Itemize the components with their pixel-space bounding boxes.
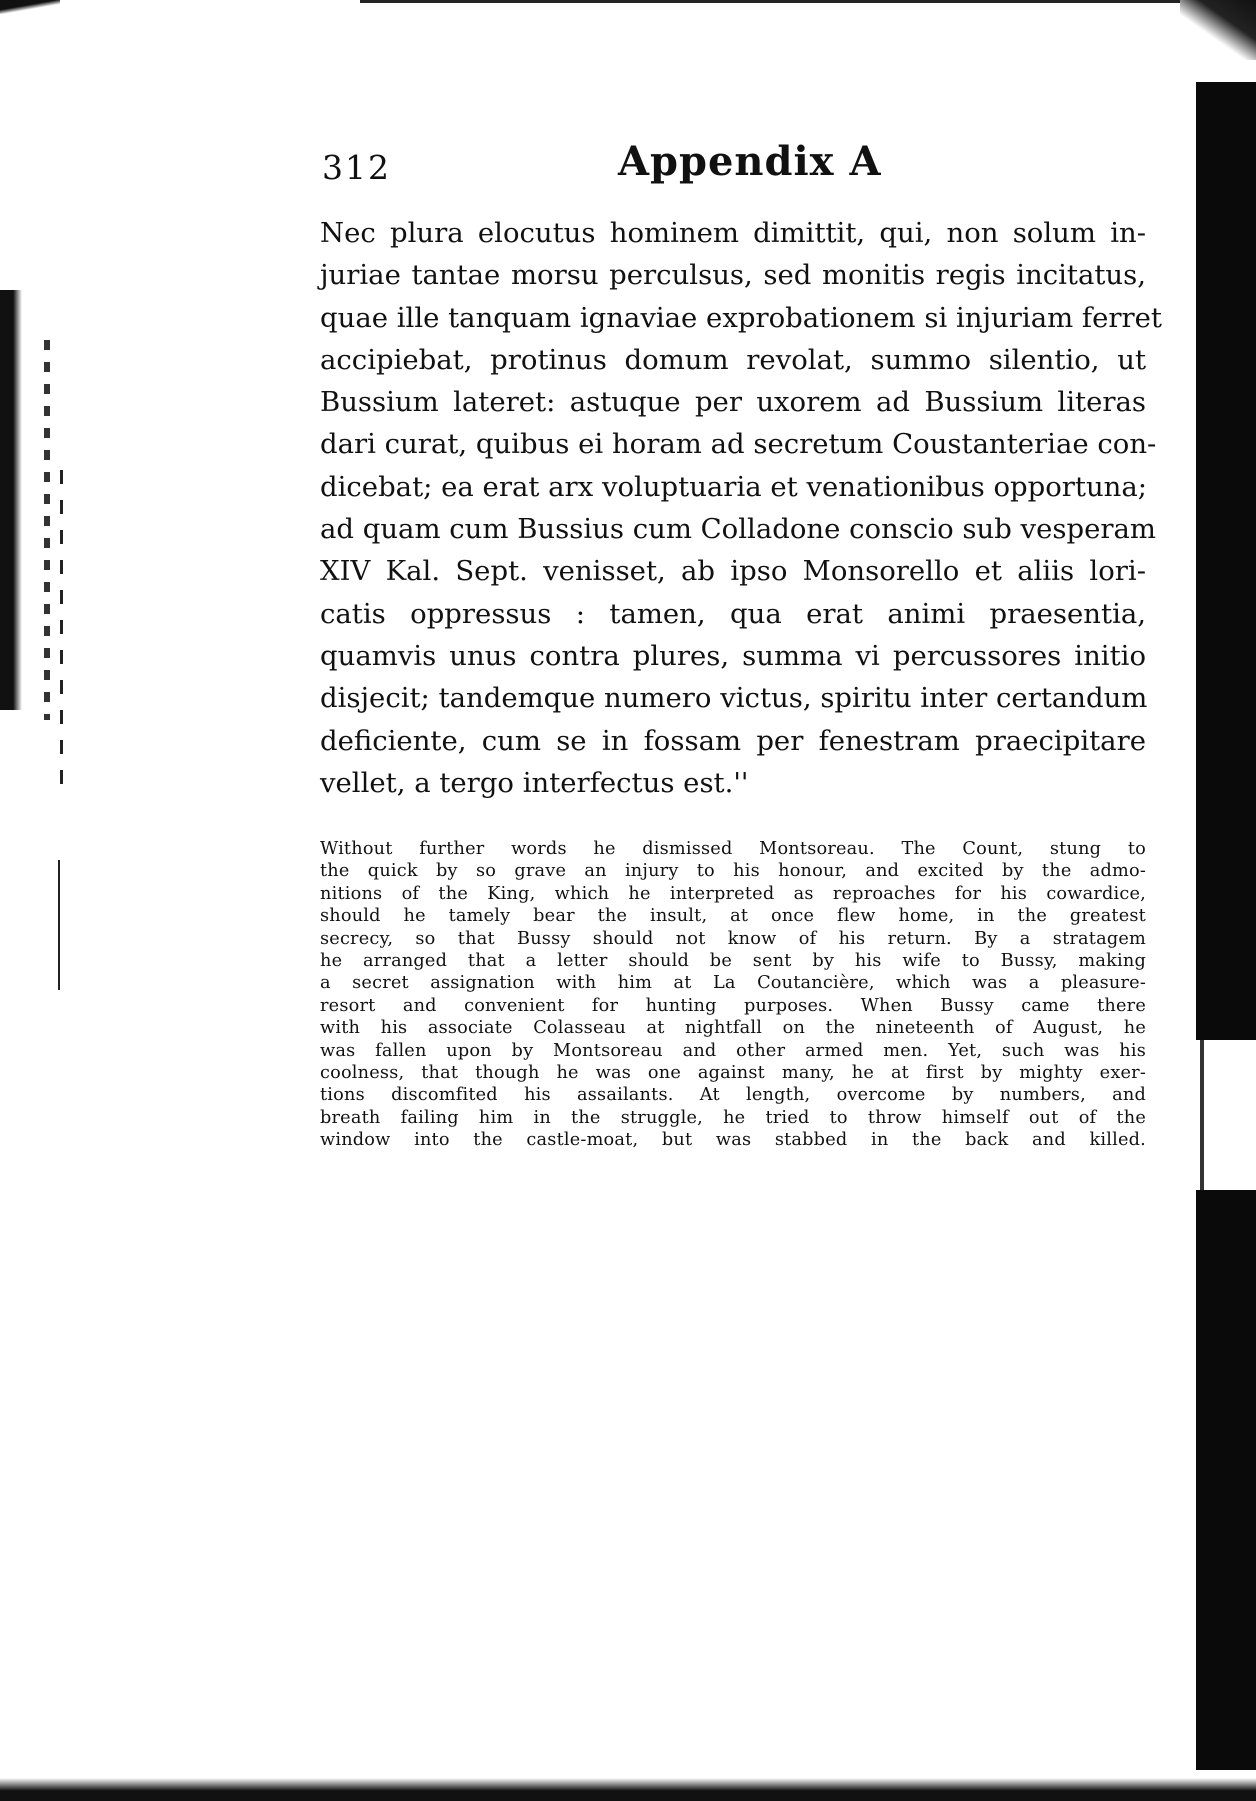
translation-line: he arranged that a letter should be sent by his wife to Bussy, making [320, 951, 1146, 972]
page-number: 312 [322, 148, 391, 187]
translation-line: should he tamely bear the insult, at once flew home, in the greatest [320, 906, 1146, 927]
latin-line: juriae tantae morsu perculsus, sed monitis regis incitatus, [320, 259, 1146, 292]
scan-edge-left-mark [44, 340, 50, 720]
scan-edge-top-line [360, 0, 1180, 3]
latin-line: dari curat, quibus ei horam ad secretum Coustanteriae con- [320, 428, 1157, 461]
scan-edge-top-left [0, 0, 60, 14]
translation-line: tions discomfited his assailants. At length, overcome by numbers, and [320, 1085, 1146, 1106]
latin-line: accipiebat, protinus domum revolat, summo silentio, ut [320, 343, 1146, 376]
translation-line: the quick by so grave an injury to his honour, and excited by the admo- [320, 861, 1146, 882]
page-header [322, 138, 1162, 198]
latin-line: quamvis unus contra plures, summa vi percussores initio [320, 639, 1146, 672]
latin-line: quae ille tanquam ignaviae exprobationem si injuriam ferret [320, 301, 1162, 334]
latin-line: catis oppressus : tamen, qua erat animi praesentia, [320, 597, 1146, 630]
latin-line: dicebat; ea erat arx voluptuaria et venationibus opportuna; [320, 470, 1148, 503]
latin-line: disjecit; tandemque numero victus, spiritu inter certandum [320, 682, 1148, 715]
translation-line: was fallen upon by Montsoreau and other armed men. Yet, such was his [320, 1040, 1146, 1061]
latin-line: ad quam cum Bussius cum Colladone conscio sub vesperam [320, 513, 1156, 546]
scan-edge-right-upper [1196, 82, 1256, 1040]
scan-edge-left-mark [60, 470, 63, 790]
latin-line: Nec plura elocutus hominem dimittit, qui, non solum in- [320, 217, 1146, 249]
translation-line: breath failing him in the struggle, he tried to throw himself out of the [320, 1107, 1146, 1128]
scan-edge-right-gap [1200, 1040, 1204, 1190]
translation-line: Without further words he dismissed Montsoreau. The Count, stung to [320, 839, 1146, 859]
scan-edge-bottom [0, 1778, 1256, 1801]
scan-edge-left-mark [58, 860, 60, 990]
translation-line: coolness, that though he was one against many, he at first by mighty exer- [320, 1063, 1146, 1084]
translation-line: nitions of the King, which he interpreted as reproaches for his cowardice, [320, 883, 1146, 904]
scan-edge-left-binding [0, 290, 22, 710]
latin-line: vellet, a tergo interfectus est.'' [320, 766, 749, 799]
translation-line: window into the castle-moat, but was stabbed in the back and killed. [320, 1130, 1146, 1151]
translation-line: a secret assignation with him at La Coutancière, which was a pleasure- [320, 973, 1146, 994]
scan-edge-right-lower [1196, 1190, 1256, 1770]
english-translation [320, 838, 1146, 1152]
running-title: Appendix A [618, 138, 882, 185]
translation-line: secrecy, so that Bussy should not know of his return. By a stratagem [320, 928, 1146, 949]
latin-line: Bussium lateret: astuque per uxorem ad Bussium literas [320, 386, 1146, 419]
latin-line: XIV Kal. Sept. venisset, ab ipso Monsorello et aliis lori- [320, 555, 1146, 588]
translation-line: resort and convenient for hunting purposes. When Bussy came there [320, 995, 1146, 1016]
latin-line: deficiente, cum se in fossam per fenestram praecipitare [320, 724, 1146, 757]
translation-line: with his associate Colasseau at nightfall on the nineteenth of August, he [320, 1018, 1146, 1039]
scan-edge-top-right [1180, 0, 1256, 60]
latin-passage [320, 212, 1162, 804]
